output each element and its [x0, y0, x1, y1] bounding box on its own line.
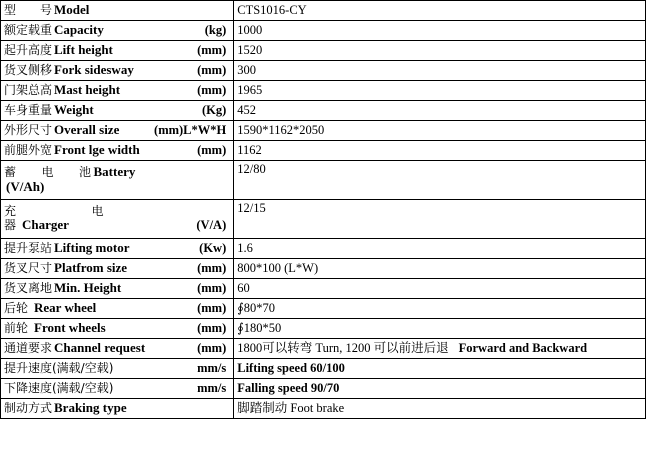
row-label-en: Mast height	[54, 82, 121, 98]
row-unit: (mm)	[197, 62, 227, 77]
table-row	[1, 239, 646, 259]
row-value: ∮180*50	[234, 319, 646, 339]
row-value: 300	[234, 61, 646, 81]
row-sublabel-en: Charger	[22, 217, 69, 233]
table-row	[1, 359, 646, 379]
row-label-en: Fork sidesway	[54, 62, 134, 78]
row-value: 60	[234, 279, 646, 299]
row-value: CTS1016-CY	[234, 1, 646, 21]
row-label-cell	[1, 1, 234, 21]
row-value: 1.6	[234, 239, 646, 259]
row-value: 800*100 (L*W)	[234, 259, 646, 279]
row-unit: (Kg)	[201, 102, 227, 117]
row-label-cell	[1, 161, 234, 200]
table-row	[1, 81, 646, 101]
row-unit: (Kw)	[199, 240, 227, 255]
table-row	[1, 161, 646, 200]
row-unit: (mm)	[197, 82, 227, 97]
row-label-cn: 蓄 电 池	[4, 165, 92, 180]
row-label-cn: 后轮	[4, 301, 29, 316]
table-row	[1, 399, 646, 419]
row-label-en: Front wheels	[34, 320, 106, 336]
row-value-main: 1800可以转弯 Turn, 1200 可以前进后退	[237, 340, 449, 355]
row-label-en: Min. Height	[54, 280, 122, 296]
row-label-cn: 制动方式	[4, 401, 53, 416]
table-row	[1, 379, 646, 399]
row-value: 脚踏制动 Foot brake	[234, 399, 646, 419]
row-label-cell	[1, 121, 234, 141]
table-row	[1, 61, 646, 81]
row-value-extra: Forward and Backward	[458, 340, 588, 355]
row-label-en: Capacity	[54, 22, 104, 38]
row-label-cn: 外形尺寸	[4, 123, 53, 138]
table-row	[1, 41, 646, 61]
row-label-en: Platfrom size	[54, 260, 128, 276]
row-label-cn: 提升泵站	[4, 241, 53, 256]
row-unit: (mm)	[197, 260, 227, 275]
row-value: Lifting speed 60/100	[234, 359, 646, 379]
table-row	[1, 200, 646, 239]
row-unit: (mm)	[197, 42, 227, 57]
row-label-cn: 下降速度(满载/空载)	[4, 380, 114, 395]
row-value: 12/80	[234, 161, 646, 200]
row-label-cell	[1, 41, 234, 61]
row-label-cell	[1, 359, 234, 379]
row-unit: (mm)	[197, 142, 227, 157]
table-row	[1, 259, 646, 279]
row-label-en: Model	[54, 2, 90, 18]
row-unit: (mm)L*W*H	[154, 122, 227, 137]
row-label-cn: 门架总高	[4, 83, 53, 98]
table-row	[1, 1, 646, 21]
table-row	[1, 21, 646, 41]
row-label-cn: 货叉侧移	[4, 63, 53, 78]
row-label-cell	[1, 239, 234, 259]
row-label-en: Braking type	[54, 400, 127, 416]
row-label-en: Front lge width	[54, 142, 140, 158]
row-label-cn: 通道要求	[4, 341, 53, 356]
row-unit: (V/A)	[196, 217, 227, 232]
table-row	[1, 279, 646, 299]
row-unit: (mm)	[197, 320, 227, 335]
row-value: 1965	[234, 81, 646, 101]
row-label-en: Lift height	[54, 42, 113, 58]
row-value: 1000	[234, 21, 646, 41]
row-label-cell	[1, 81, 234, 101]
table-row	[1, 121, 646, 141]
row-unit: (mm)	[197, 300, 227, 315]
table-row	[1, 339, 646, 359]
row-label-cn: 提升速度(满载/空载)	[4, 360, 114, 375]
table-row	[1, 141, 646, 161]
row-unit: (kg)	[204, 22, 227, 37]
row-label-cn: 车身重量	[4, 103, 53, 118]
row-unit: (mm)	[197, 340, 227, 355]
row-label-cn: 型 号	[4, 3, 53, 18]
row-value: 1590*1162*2050	[234, 121, 646, 141]
row-label-en: Weight	[54, 102, 94, 118]
row-label-cn: 前腿外宽	[4, 143, 53, 158]
row-label-cell	[1, 141, 234, 161]
row-label-cell	[1, 61, 234, 81]
row-unit: (mm)	[197, 280, 227, 295]
row-label-cell	[1, 101, 234, 121]
row-label-en: Rear wheel	[34, 300, 97, 316]
row-label-cell	[1, 259, 234, 279]
row-label-cell	[1, 379, 234, 399]
row-value: 452	[234, 101, 646, 121]
row-label-cell	[1, 21, 234, 41]
row-label-cn: 货叉离地	[4, 281, 53, 296]
row-value: Falling speed 90/70	[234, 379, 646, 399]
table-row	[1, 299, 646, 319]
row-value: ∮80*70	[234, 299, 646, 319]
row-sublabel: (V/Ah)	[6, 179, 45, 195]
row-value: 12/15	[234, 200, 646, 239]
table-row	[1, 101, 646, 121]
row-label-cn: 货叉尺寸	[4, 261, 53, 276]
row-label-en: Overall size	[54, 122, 120, 138]
row-unit: mm/s	[197, 380, 227, 395]
row-label-en: Battery	[93, 164, 136, 180]
row-sublabel-cn: 器	[4, 218, 17, 233]
row-label-en: Lifting motor	[54, 240, 130, 256]
row-label-cn: 起升高度	[4, 43, 53, 58]
row-label-cell	[1, 339, 234, 359]
row-value	[234, 339, 646, 359]
row-label-cn: 额定载重	[4, 23, 53, 38]
row-label-cn: 充 电	[4, 204, 105, 219]
row-label-cell	[1, 299, 234, 319]
row-label-cell	[1, 399, 234, 419]
row-unit: mm/s	[197, 360, 227, 375]
row-value: 1520	[234, 41, 646, 61]
table-row	[1, 319, 646, 339]
row-label-cell	[1, 200, 234, 239]
row-label-cell	[1, 319, 234, 339]
table-body	[1, 1, 646, 419]
row-label-cn: 前轮	[4, 321, 29, 336]
row-label-cell	[1, 279, 234, 299]
row-label-en: Channel request	[54, 340, 146, 356]
row-value: 1162	[234, 141, 646, 161]
